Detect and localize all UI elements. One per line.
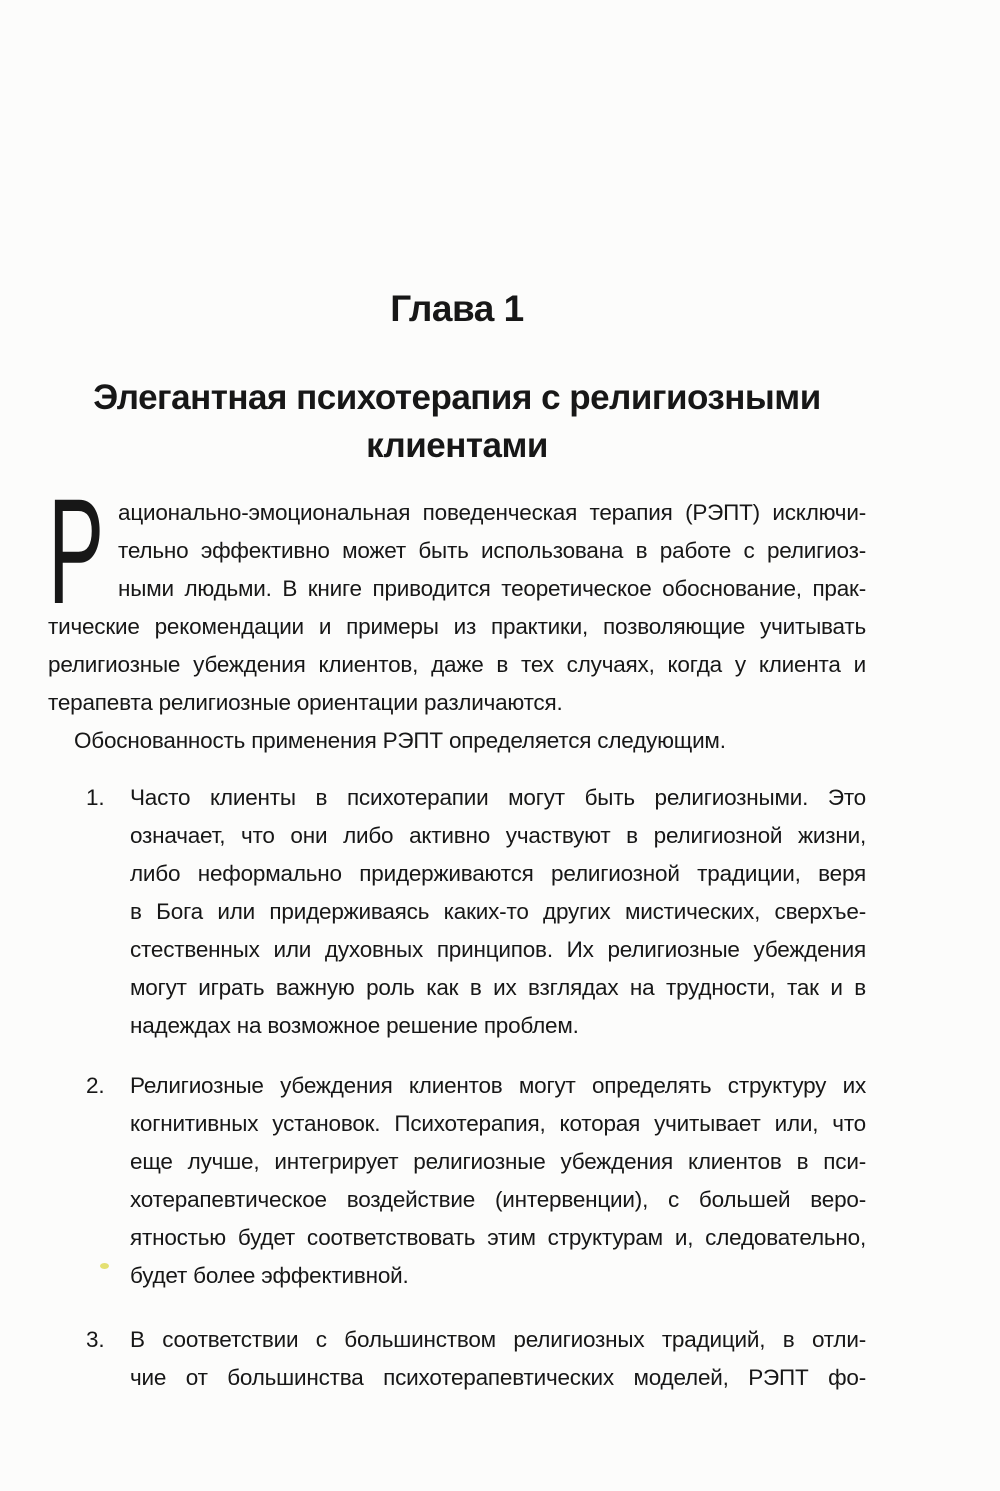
list-item-text	[130, 1321, 866, 1397]
text-line: хотерапевтическое воздействие (интервенции), с большей веро-	[130, 1187, 866, 1212]
text-line: либо неформально придерживаются религиозной традиции, веря	[130, 861, 866, 886]
text-line: тельно эффективно может быть использована в работе с религиоз-	[118, 538, 866, 563]
text-line: тические рекомендации и примеры из практики, позволяющие учитывать	[48, 614, 866, 639]
text-line: когнитивных установок. Психотерапия, которая учитывает или, что	[130, 1111, 866, 1136]
text-line: надеждах на возможное решение проблем.	[130, 1013, 579, 1038]
chapter-label: Глава 1	[390, 288, 524, 329]
text-line: ационально-эмоциональная поведенческая терапия (РЭПТ) исключи-	[118, 500, 866, 525]
text-line: означает, что они либо активно участвуют в религиозной жизни,	[130, 823, 866, 848]
scan-speck-artifact	[100, 1263, 109, 1269]
chapter-title	[20, 374, 894, 470]
list-item	[48, 1067, 866, 1295]
dropcap-glyph: Р	[48, 467, 105, 635]
text-line: ятностью будет соответствовать этим структурам и, следовательно,	[130, 1225, 866, 1250]
list-item	[48, 1321, 866, 1397]
text-line: могут играть важную роль как в их взглядах на трудности, так и в	[130, 975, 866, 1000]
list-item-number: 2.	[86, 1073, 105, 1098]
text-line: еще лучше, интегрирует религиозные убеждения клиентов в пси-	[130, 1149, 866, 1174]
list-item-number: 1.	[86, 785, 105, 810]
intro-lines-full-width	[48, 608, 866, 722]
dropcap-letter	[48, 467, 114, 635]
text-line: будет более эффективной.	[130, 1263, 409, 1288]
text-line: В соответствии с большинством религиозных традиций, в отли-	[130, 1327, 866, 1352]
text-line: религиозные убеждения клиентов, даже в тех случаях, когда у клиента и	[48, 652, 866, 677]
list-item-text	[130, 1067, 866, 1295]
text-line: терапевта религиозные ориентации различаются.	[48, 690, 563, 715]
text-line: стественных или духовных принципов. Их религиозные убеждения	[130, 937, 866, 962]
chapter-title-line: клиентами	[366, 426, 548, 465]
intro-paragraph	[48, 467, 866, 760]
list-item	[48, 779, 866, 1045]
intro-followup-sentence: Обоснованность применения РЭПТ определяется следующим.	[74, 728, 726, 753]
text-line: в Бога или придерживаясь каких-то других мистических, сверхъе-	[130, 899, 866, 924]
text-line: чие от большинства психотерапевтических моделей, РЭПТ фо-	[130, 1365, 866, 1390]
list-item-number: 3.	[86, 1327, 105, 1352]
text-line: Религиозные убеждения клиентов могут определять структуру их	[130, 1073, 866, 1098]
text-line: ными людьми. В книге приводится теоретическое обоснование, прак-	[118, 576, 866, 601]
text-line: Часто клиенты в психотерапии могут быть религиозными. Это	[130, 785, 866, 810]
chapter-title-line: Элегантная психотерапия с религиозными	[93, 378, 821, 417]
list-item-text	[130, 779, 866, 1045]
